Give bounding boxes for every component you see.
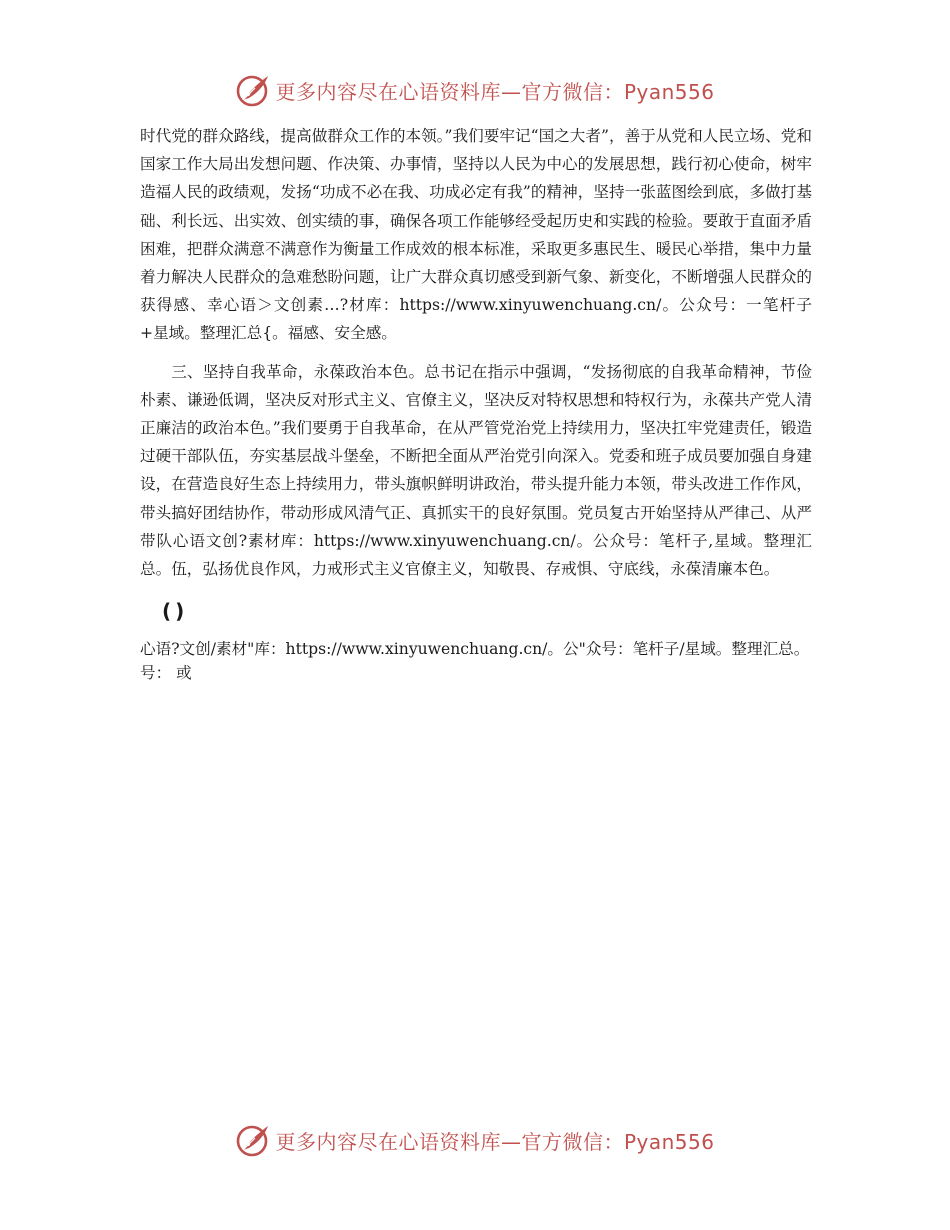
footer-banner (0, 1120, 950, 1160)
document-body (140, 122, 812, 685)
header-banner (0, 70, 950, 110)
quill-logo-icon (235, 1122, 271, 1158)
empty-brackets: () (162, 599, 189, 624)
header-banner-text: 更多内容尽在心语资料库—官方微信：Pyan556 (275, 79, 715, 104)
paragraph-2: 三、坚持自我革命，永葆政治本色。总书记在指示中强调，“发扬彻底的自我革命精神，节俭朴素、谦逊低调，坚决反对形式主义、官僚主义，坚决反对特权思想和特权行为，永葆共产党人清正廉洁的政治本色。”我们要勇于自我革命，在从严管党治党上持续用力，坚决扛牢党建责任，锻造过硬干部队伍，夯实基层战斗堡垒，不断把全面从严治党引向深入。党委和班子成员要加强自身建设，在营造良好生态上持续用力，带头旗帜鲜明讲政治，带头提升能力本领，带头改进工作作风，带头搞好团结协作，带动形成风清气正、真抓实干的良好氛围。党员复古开始坚持从严律己、从严带队心语文创?素材库：https://www.xinyuwenchuang.cn/。公众号：笔杆子,星域。整理汇总。伍，弘扬优良作风，力戒形式主义官僚主义，知敬畏、存戒惧、守底线，永葆清廉本色。 (140, 362, 812, 579)
quill-logo-icon (235, 72, 271, 108)
tail-note: 心语?文创/素材"库：https://www.xinyuwenchuang.cn/。公"众号：笔杆子/星域。整理汇总。号： 或 (140, 640, 810, 683)
paragraph-1: 时代党的群众路线，提高做群众工作的本领。”我们要牢记“国之大者”，善于从党和人民立场、党和国家工作大局出发想问题、作决策、办事情，坚持以人民为中心的发展思想，践行初心使命，树牢造福人民的政绩观，发扬“功成不必在我、功成必定有我”的精神，坚持一张蓝图绘到底，多做打基础、利长远、出实效、创实绩的事，确保各项工作能够经受起历史和实践的检验。要敢于直面矛盾困难，把群众满意不满意作为衡量工作成效的根本标准，采取更多惠民生、暖民心举措，集中力量着力解决人民群众的急难愁盼问题，让广大群众真切感受到新气象、新变化，不断增强人民群众的获得感、幸心语＞文创素…?材库：https://www.xinyuwenchuang.cn/。公众号：一笔杆子+星域。整理汇总{。福感、安全感。 (140, 127, 812, 343)
footer-banner-text: 更多内容尽在心语资料库—官方微信：Pyan556 (275, 1129, 715, 1154)
